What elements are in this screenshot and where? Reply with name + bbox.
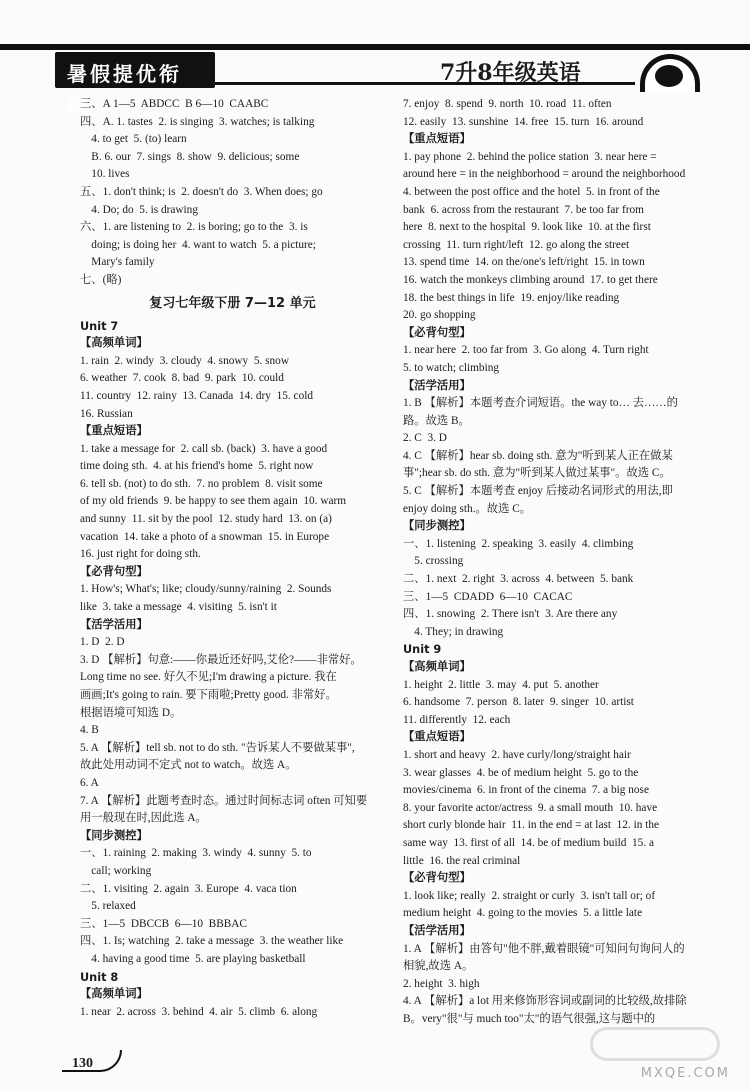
answer-line: 8. your favorite actor/actress 9. a small mouth 10. have [403,801,658,814]
answer-line: 根据语境可知选 D。 [80,706,182,719]
answer-line: 一、1. listening 2. speaking 3. easily 4. climbing [403,537,634,550]
answer-line: 1. take a message for 2. call sb. (back) 3. have a good [80,442,328,455]
answer-line: 2. C 3. D [403,432,447,445]
answer-line: 4. C 【解析】hear sb. doing sth. 意为"听到某人正在做某 [403,449,673,462]
answer-line: crossing 11. turn right/left 12. go along the street [403,238,630,251]
answer-line: around here = in the neighborhood = around the neighborhood [403,168,686,181]
answer-line: 画画;It's going to rain. 要下雨啦;Pretty good. 非常好。 [80,689,337,701]
answer-line: 6. weather 7. cook 8. bad 9. park 10. could [80,372,284,385]
subsection-heading: 【同步测控】 [80,829,148,842]
answer-line: 20. go shopping [403,309,476,322]
answer-line: 1. near 2. across 3. behind 4. air 5. climb 6. along [80,1005,318,1018]
answer-line: 七、(略) [80,273,122,286]
watermark-text: MXQE.COM [640,1066,730,1081]
answer-line: same way 13. first of all 14. be of medium build 15. a [403,836,654,849]
answer-line: 16. watch the monkeys climbing around 17. to get there [403,273,658,286]
subsection-heading: 【高频单词】 [80,337,148,350]
answer-line: 二、1. next 2. right 3. across 4. between 5. bank [403,573,634,586]
answer-line: little 16. the real criminal [403,854,521,867]
answer-line: 2. height 3. high [403,977,480,990]
answer-line: 6. handsome 7. person 8. later 9. singer 10. artist [403,696,634,709]
answer-line: 1. height 2. little 3. may 4. put 5. another [403,678,599,691]
subsection-heading: 【必背句型】 [403,326,471,339]
answer-line: 1. B 【解析】本题考查介词短语。the way to… 去……的 [403,397,678,410]
subsection-heading: 【活学活用】 [80,618,148,631]
answer-line: 三、1—5 DBCCB 6—10 BBBAC [80,917,247,930]
answer-line: 7. A 【解析】此题考查时态。通过时间标志词 often 可知要 [80,794,368,807]
answer-line: 5. C 【解析】本题考查 enjoy 后接动名词形式的用法,即 [403,485,673,498]
answer-line: 相貌,故选 A。 [403,960,474,973]
answer-line: 1. rain 2. windy 3. cloudy 4. snowy 5. snow [80,354,289,367]
subsection-heading: 【必背句型】 [403,872,471,885]
answer-line: 1. A 【解析】由答句"他不胖,戴着眼镜"可知问句询问人的 [403,942,685,955]
answer-line: like 3. take a message 4. visiting 5. isn't it [80,601,277,614]
answer-line: 四、A. 1. tastes 2. is singing 3. watches; is talking [80,115,315,128]
answer-line: 10. lives [80,168,130,181]
series-title: 暑假提优衔接 [55,52,215,88]
unit-heading: Unit 7 [80,319,119,333]
answer-line: Mary's family [80,256,155,269]
answer-line: medium height 4. going to the movies 5. a little late [403,907,643,920]
answer-line: 1. D 2. D [80,636,125,649]
answer-line: 1. short and heavy 2. have curly/long/straight hair [403,748,631,761]
answer-line: 事";hear sb. do sth. 意为"听到某人做过某事"。故选 C。 [403,467,671,480]
answer-line: movies/cinema 6. in front of the cinema 7. a big nose [403,784,649,797]
section-title: 复习七年级下册 7—12 单元 [149,295,316,311]
subsection-heading: 【同步测控】 [403,520,471,533]
answer-line: B. 6. our 7. sings 8. show 9. delicious; some [80,150,300,163]
answer-line: 12. easily 13. sunshine 14. free 15. turn 16. around [403,115,644,128]
answer-line: 路。故选 B。 [403,414,470,427]
header-ball-icon [655,65,683,87]
answer-line: 4. B [80,724,99,737]
unit-heading: Unit 8 [80,970,119,984]
subsection-heading: 【高频单词】 [80,988,148,1001]
answer-line: 6. tell sb. (not) to do sth. 7. no problem 8. visit some [80,477,323,490]
answer-line: 18. the best things in life 19. enjoy/like reading [403,291,620,304]
subsection-heading: 【重点短语】 [403,731,471,744]
answer-line: 4. They; in drawing [403,625,504,638]
watermark-logo-icon [590,1027,720,1061]
answer-line: 13. spend time 14. on the/one's left/right 15. in town [403,256,645,269]
subsection-heading: 【必背句型】 [80,565,148,578]
answer-line: 四、1. snowing 2. There isn't 3. Are there any [403,608,618,621]
subsection-heading: 【活学活用】 [403,379,471,392]
answer-line: 1. pay phone 2. behind the police station 3. near here = [403,150,657,163]
subsection-heading: 【高频单词】 [403,661,471,673]
left-column [80,96,385,1021]
subsection-heading: 【重点短语】 [80,425,148,438]
answer-line: 16. just right for doing sth. [80,548,201,561]
answer-line: 4. having a good time 5. are playing basketball [80,952,306,965]
answer-line: enjoy doing sth.。故选 C。 [403,502,532,515]
answer-line: 1. near here 2. too far from 3. Go along 4. Turn right [403,344,649,357]
right-column [403,96,708,1028]
answer-line: 4. Do; do 5. is drawing [80,203,198,216]
answer-line: here 8. next to the hospital 9. look like 10. at the first [403,221,651,234]
answer-line: 4. between the post office and the hotel 5. in front of the [403,185,660,198]
answer-line: short curly blonde hair 11. in the end = at last 12. in the [403,819,660,832]
page-number: 130 [72,1056,93,1071]
answer-line: 5. relaxed [80,900,136,913]
answer-line: 故此处用动词不定式 not to watch。故选 A。 [80,759,297,772]
answer-line: 三、1—5 CDADD 6—10 CACAC [403,590,573,603]
answer-line: of my old friends 9. be happy to see them again 10. warm [80,495,347,508]
answer-line: 16. Russian [80,407,133,420]
answer-line: call; working [80,864,152,877]
answer-line: bank 6. across from the restaurant 7. be too far from [403,203,644,216]
answer-line: 三、A 1—5 ABDCC B 6—10 CAABC [80,98,269,110]
answer-line: 4. A 【解析】a lot 用来修饰形容词或副词的比较级,故排除 [403,995,687,1008]
answer-line: 六、1. are listening to 2. is boring; go to the 3. is [80,221,308,234]
answer-line: 5. to watch; climbing [403,361,500,374]
answer-line: 一、1. raining 2. making 3. windy 4. sunny 5. to [80,847,312,860]
unit-heading: Unit 9 [403,643,442,657]
grade-subject-title: 7升8年级英语 [440,60,581,86]
answer-line: 4. to get 5. (to) learn [80,133,187,146]
header-rule [0,44,750,50]
answer-line: 3. wear glasses 4. be of medium height 5. go to the [403,766,639,779]
answer-line: 5. A 【解析】tell sb. not to do sth. "告诉某人不要做某事", [80,741,355,754]
subsection-heading: 【重点短语】 [403,133,471,146]
answer-line: 1. How's; What's; like; cloudy/sunny/raining 2. Sounds [80,583,332,596]
answer-line: 3. D 【解析】句意:——你最近还好吗,艾伦?——非常好。 [80,653,362,666]
answer-line: 1. look like; really 2. straight or curly 3. isn't tall or; of [403,889,656,902]
answer-line: 6. A [80,776,99,789]
answer-line: Long time no see. 好久不见;I'm drawing a picture. 我在 [80,671,337,684]
answer-line: vacation 14. take a photo of a snowman 15. in Europe [80,530,330,543]
subsection-heading: 【活学活用】 [403,924,471,937]
answer-line: 7. enjoy 8. spend 9. north 10. road 11. often [403,98,612,110]
answer-line: 五、1. don't think; is 2. doesn't do 3. When does; go [80,185,323,198]
answer-line: 11. country 12. rainy 13. Canada 14. dry 15. cold [80,389,314,402]
answer-line: B。very"很"与 much too"太"的语气很强,这与题中的 [403,1012,656,1025]
answer-line: 二、1. visiting 2. again 3. Europe 4. vaca tion [80,882,297,895]
answer-line: 11. differently 12. each [403,713,511,726]
answer-line: 用一般现在时,因此选 A。 [80,812,207,825]
answer-line: 四、1. Is; watching 2. take a message 3. the weather like [80,935,344,948]
answer-line: doing; is doing her 4. want to watch 5. a picture; [80,238,316,251]
answer-line: time doing sth. 4. at his friend's home 5. right now [80,460,314,473]
answer-line: 5. crossing [403,555,464,568]
answer-line: and sunny 11. sit by the pool 12. study hard 13. on (a) [80,513,332,526]
